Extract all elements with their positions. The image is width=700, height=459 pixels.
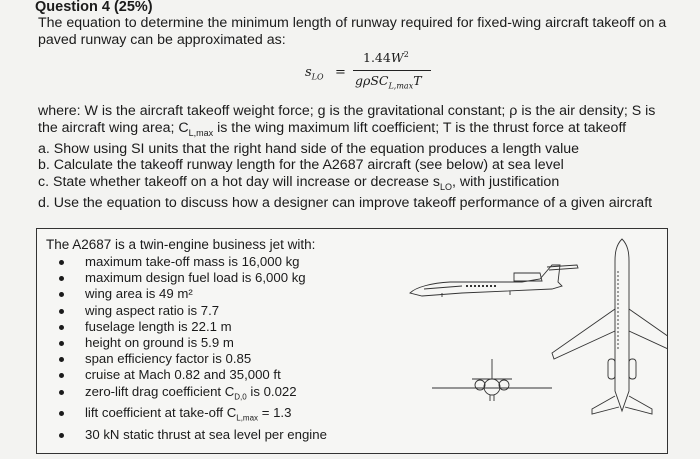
task-a: a. Show using SI units that the right hand side of the equation produces a length value (38, 140, 580, 157)
aircraft-side-view (410, 265, 578, 297)
spec-list (57, 254, 327, 444)
task-d: d. Use the equation to discuss how a designer can improve takeoff performance of a given aircraft (38, 195, 653, 212)
spec-item: maximum take-off mass is 16,000 kg (57, 254, 327, 270)
task-b: b. Calculate the takeoff runway length for the A2687 aircraft (see below) at sea level (38, 157, 564, 174)
aircraft-front-view (432, 359, 552, 401)
question-intro: The equation to determine the minimum length of runway required for fixed-wing aircraft takeoff on a paved runway can be approximated as: (38, 15, 667, 48)
spec-item: cruise at Mach 0.82 and 35,000 ft (57, 367, 327, 383)
spec-item: wing aspect ratio is 7.7 (57, 303, 327, 319)
spec-item: 30 kN static thrust at sea level per engine (57, 427, 327, 443)
spec-item: fuselage length is 22.1 m (57, 319, 327, 335)
task-c: c. State whether takeoff on a hot day will increase or decrease $s_{LO}$, with justification (38, 173, 560, 192)
spec-item: lift coefficient at take-off $C_{L,max} = 1.3$ (57, 405, 327, 427)
spec-item: maximum design fuel load is 6,000 kg (57, 270, 327, 286)
spec-item: wing area is 49 m² (57, 286, 327, 302)
equation-equals: = (335, 65, 346, 80)
cabin-windows (466, 285, 496, 287)
spec-item: height on ground is 5.9 m (57, 335, 327, 351)
question-title: Question 4 (25%) (35, 0, 153, 15)
definitions-line-1: where: W is the aircraft takeoff weight force; g is the gravitational constant; ρ is the air density; S is (38, 103, 656, 119)
fraction-bar (353, 70, 431, 71)
equation-denominator: gρSC$_{L,max}$T (355, 73, 422, 91)
definitions-and-tasks (38, 103, 688, 212)
equation-lhs: $s_{LO}$ (305, 65, 324, 82)
equation-numerator: $1.44W^2$ (363, 50, 409, 66)
aircraft-spec-box (36, 228, 668, 454)
definitions-line-2: the aircraft wing area; $C_{L,max}$ is the wing maximum lift coefficient; T is the thrust force at takeoff (38, 119, 627, 138)
spec-item: span efficiency factor is 0.85 (57, 351, 327, 367)
spec-item: zero-lift drag coefficient $C_{D,0}$ is 0.022 (57, 384, 327, 406)
runway-equation (305, 50, 435, 94)
aircraft-three-view-drawing (402, 231, 667, 453)
aircraft-box-title: The A2687 is a twin-engine business jet with: (46, 237, 316, 252)
